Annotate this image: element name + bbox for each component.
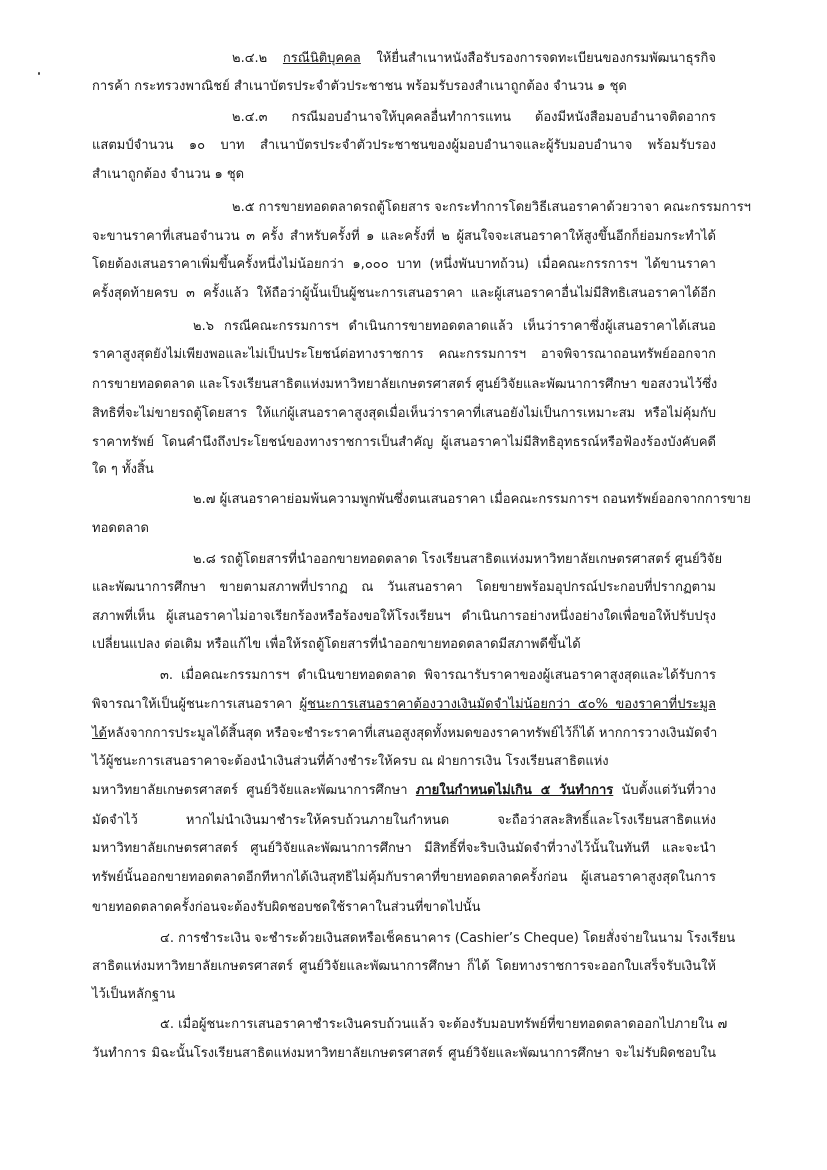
text-segment: วันทำการ มิฉะนั้นโรงเรียนสาธิตแห่งมหาวิทยาลัยเกษตรศาสตร์ ศูนย์วิจัยและพัฒนาการศึกษา จะไม่รับผิดชอบใน bbox=[92, 1046, 716, 1061]
text-segment: แสตมป์จำนวน ๑๐ บาท สำเนาบัตรประจำตัวประชาชนของผู้มอบอำนาจและผู้รับมอบอำนาจ พร้อมรับรอง bbox=[92, 138, 716, 153]
text-segment: ไว้ผู้ชนะการเสนอราคาจะต้องนำเงินส่วนที่ค้างชำระให้ครบ ณ ฝ่ายการเงิน โรงเรียนสาธิตแห่ง bbox=[92, 754, 609, 769]
text-line bbox=[92, 812, 716, 830]
text-segment: ให้ยื่นสำเนาหนังสือรับรองการจดทะเบียนของกรมพัฒนาธุรกิจ bbox=[360, 51, 716, 66]
text-segment: ๒.๔.๓ กรณีมอบอำนาจให้บุคคลอื่นทำการแทน ต้องมีหนังสือมอบอำนาจติดอากร bbox=[232, 110, 716, 125]
text-segment: สภาพที่เห็น ผู้เสนอราคาไม่อาจเรียกร้องหรือร้องขอให้โรงเรียนฯ ดำเนินการอย่างหนึ่งอย่างใดเพื่อขอให้ปรับปรุง bbox=[92, 609, 716, 624]
text-segment: เปลี่ยนแปลง ต่อเติม หรือแก้ไข เพื่อให้รถตู้โดยสารที่นำออกขายทอดตลาดมีสภาพดีขึ้นได้ bbox=[92, 637, 581, 652]
text-line bbox=[92, 434, 716, 452]
text-segment: ไว้เป็นหลักฐาน bbox=[92, 987, 176, 1002]
text-segment: การค้า กระทรวงพาณิชย์ สำเนาบัตรประจำตัวประชาชน พร้อมรับรองสำเนาถูกต้อง จำนวน ๑ ชุด bbox=[92, 79, 627, 94]
text-segment: ราคาทรัพย์ โดนคำนึงถึงประโยชน์ของทางราชการเป็นสำคัญ ผู้เสนอราคาไม่มีสิทธิอุทธรณ์หรือฟ้องร้องบังคับคดี bbox=[92, 435, 716, 450]
text-segment: มัดจำไว้ หากไม่นำเงินมาชำระให้ครบถ้วนภายในกำหนด จะถือว่าสละสิทธิ์และโรงเรียนสาธิตแห่ง bbox=[92, 813, 716, 828]
text-segment: ขายทอดตลาดครั้งก่อนจะต้องรับผิดชอบชดใช้ราคาในส่วนที่ขาดไปนั้น bbox=[92, 900, 481, 915]
emphasized-text: ผู้ชนะการเสนอราคาต้องวางเงินมัดจำไม่น้อยกว่า ๕๐% ของราคาที่ประมูล bbox=[299, 697, 717, 712]
emphasized-text: ได้ bbox=[92, 726, 107, 741]
text-segment: สาธิตแห่งมหาวิทยาลัยเกษตรศาสตร์ ศูนย์วิจัยและพัฒนาการศึกษา ก็ได้ โดยทางราชการจะออกใบเสร็จรับเงินให้ bbox=[92, 959, 716, 974]
text-line bbox=[232, 199, 751, 217]
text-line bbox=[92, 137, 716, 155]
text-line bbox=[193, 551, 723, 569]
text-segment: จะขานราคาที่เสนอจำนวน ๓ ครั้ง สำหรับครั้งที่ ๑ และครั้งที่ ๒ ผู้สนใจจะเสนอราคาให้สูงขึ้นอีกก็ย่อมกระทำได้ bbox=[92, 229, 716, 244]
text-line bbox=[92, 869, 716, 887]
text-line bbox=[92, 405, 716, 423]
text-segment: มหาวิทยาลัยเกษตรศาสตร์ ศูนย์วิจัยและพัฒนาการศึกษา bbox=[92, 783, 416, 798]
text-segment: ทอดตลาด bbox=[92, 521, 149, 536]
text-line bbox=[193, 491, 751, 509]
emphasized-text: กรณีนิติบุคคล bbox=[282, 51, 361, 66]
text-line bbox=[92, 696, 716, 714]
text-segment: ใด ๆ ทั้งสิ้น bbox=[92, 462, 154, 477]
text-segment: ๓. เมื่อคณะกรรมการฯ ดำเนินขายทอดตลาด พิจารณารับราคาของผู้เสนอราคาสูงสุดและได้รับการ bbox=[160, 668, 716, 683]
text-line bbox=[193, 318, 716, 336]
text-line bbox=[92, 725, 716, 743]
text-line bbox=[92, 840, 716, 858]
text-line bbox=[232, 109, 716, 127]
text-segment: พิจารณาให้เป็นผู้ชนะการเสนอราคา bbox=[92, 697, 300, 712]
text-line bbox=[92, 579, 716, 597]
text-segment: ๔. การชำระเงิน จะชำระด้วยเงินสดหรือเช็คธนาคาร (Cashier’s Cheque) โดยสั่งจ่ายในนาม โรงเรียน bbox=[160, 931, 736, 946]
text-segment: และพัฒนาการศึกษา ขายตามสภาพที่ปรากฏ ณ วันเสนอราคา โดยขายพร้อมอุปกรณ์ประกอบที่ปรากฏตาม bbox=[92, 580, 716, 595]
text-segment: หลังจากการประมูลได้สิ้นสุด หรือจะชำระราคาที่เสนอสูงสุดทั้งหมดของราคาทรัพย์ไว้ก็ได้ หากการวางเงินมัดจำ bbox=[106, 726, 718, 741]
text-line bbox=[92, 346, 716, 364]
text-segment: ๒.๘ รถตู้โดยสารที่นำออกขายทอดตลาด โรงเรียนสาธิตแห่งมหาวิทยาลัยเกษตรศาสตร์ ศูนย์วิจัย bbox=[193, 552, 723, 567]
text-line bbox=[92, 166, 248, 184]
text-line bbox=[92, 782, 716, 800]
text-segment: ๒.๖ กรณีคณะกรรมการฯ ดำเนินการขายทอดตลาดแล้ว เห็นว่าราคาซึ่งผู้เสนอราคาได้เสนอ bbox=[193, 319, 716, 334]
text-segment: การขายทอดตลาด และโรงเรียนสาธิตแห่งมหาวิทยาลัยเกษตรศาสตร์ ศูนย์วิจัยและพัฒนาการศึกษา ขอสงวนไว้ซึ่ง bbox=[92, 377, 718, 392]
text-segment: ๒.๗ ผู้เสนอราคาย่อมพ้นความพูกพันซึ่งตนเสนอราคา เมื่อคณะกรรมการฯ ถอนทรัพย์ออกจากการขาย bbox=[193, 492, 751, 507]
text-line bbox=[92, 958, 716, 976]
text-segment: ๒.๕ การขายทอดตลาดรถตู้โดยสาร จะกระทำการโดยวิธีเสนอราคาด้วยวาจา คณะกรรมการฯ bbox=[232, 200, 751, 215]
text-line bbox=[92, 899, 532, 917]
text-line bbox=[92, 753, 620, 771]
text-segment: ทรัพย์นั้นออกขายทอดตลาดอีกทีหากได้เงินสุทธิไม่คุ้มกับราคาที่ขายทอดตลาดครั้งก่อน ผู้เสนอราคาสูงสุดในการ bbox=[92, 870, 716, 885]
text-segment: โดยต้องเสนอราคาเพิ่มขึ้นครั้งหนึ่งไม่น้อยกว่า ๑,๐๐๐ บาท (หนึ่งพันบาทถ้วน) เมื่อคณะกรรการฯ ได้ขานราคา bbox=[92, 257, 716, 272]
text-segment: สิทธิที่จะไม่ขายรถตู้โดยสาร ให้แก่ผู้เสนอราคาสูงสุดเมื่อเห็นว่าราคาที่เสนอยังไม่เป็นการเหมาะสม หรือไม่คุ้มกับ bbox=[92, 406, 716, 421]
text-line bbox=[92, 1045, 716, 1063]
text-line bbox=[92, 376, 716, 394]
text-line bbox=[160, 930, 736, 948]
text-segment: นับตั้งแต่วันที่วาง bbox=[613, 783, 716, 798]
text-line bbox=[92, 228, 716, 246]
text-segment: มหาวิทยาลัยเกษตรศาสตร์ ศูนย์วิจัยและพัฒนาการศึกษา มีสิทธิ์ที่จะริบเงินมัดจำที่วางไว้นั้นในทันที และจะนำ bbox=[92, 841, 716, 856]
text-line bbox=[92, 256, 716, 274]
text-line bbox=[92, 461, 158, 479]
text-line bbox=[160, 1016, 728, 1034]
text-line bbox=[92, 986, 240, 1004]
text-line bbox=[92, 636, 624, 654]
text-line bbox=[92, 608, 716, 626]
scan-speck bbox=[38, 72, 40, 75]
text-line bbox=[92, 520, 150, 538]
text-line bbox=[160, 667, 716, 685]
text-line bbox=[232, 50, 716, 68]
text-segment: ราคาสูงสุดยังไม่เพียงพอและไม่เป็นประโยชน์ต่อทางราชการ คณะกรรมการฯ อาจพิจารณาถอนทรัพย์ออกจาก bbox=[92, 347, 716, 362]
text-segment: ๕. เมื่อผู้ชนะการเสนอราคาชำระเงินครบถ้วนแล้ว จะต้องรับมอบทรัพย์ที่ขายทอดตลาดออกไปภายใน ๗ bbox=[160, 1017, 728, 1032]
emphasized-text: ภายในกำหนดไม่เกิน ๕ วันทำการ bbox=[415, 783, 614, 798]
text-segment: สำเนาถูกต้อง จำนวน ๑ ชุด bbox=[92, 167, 245, 182]
text-segment: ๒.๔.๒ bbox=[232, 51, 283, 66]
text-line bbox=[92, 285, 716, 303]
text-line bbox=[92, 78, 658, 96]
text-segment: ครั้งสุดท้ายครบ ๓ ครั้งแล้ว ให้ถือว่าผู้นั้นเป็นผู้ชนะการเสนอราคา และผู้เสนอราคาอื่นไม่มีสิทธิเสนอราคาได้อีก bbox=[92, 286, 716, 301]
